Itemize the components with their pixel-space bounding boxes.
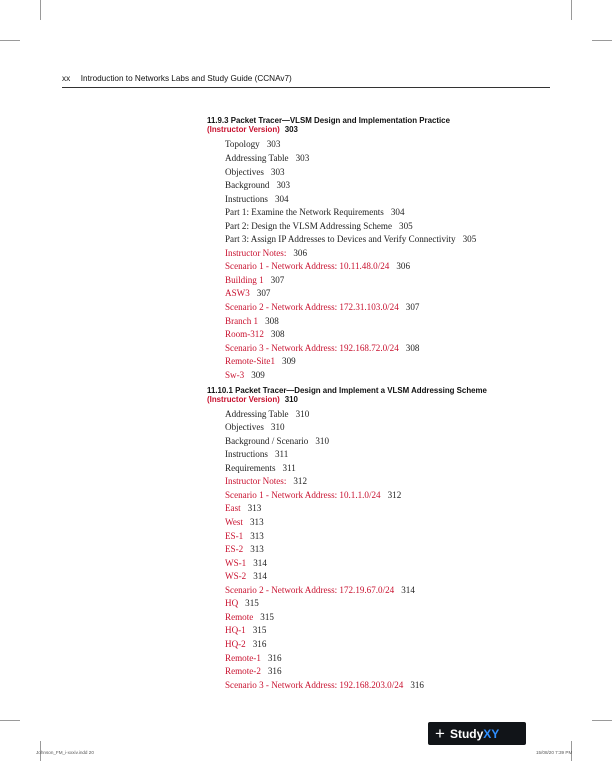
toc-entry-page: 307 <box>270 274 285 285</box>
toc-entry <box>207 543 537 557</box>
toc-entry-page: 315 <box>252 625 267 636</box>
toc-entry <box>207 502 537 516</box>
toc-entry-label: WS-2 <box>225 571 247 582</box>
crop-mark <box>592 720 612 721</box>
toc-entry-page: 308 <box>270 329 285 340</box>
toc-entry-page: 314 <box>401 584 415 595</box>
toc-entry <box>207 462 537 476</box>
toc-entry-label: Background / Scenario <box>225 435 309 446</box>
toc-entry-page: 310 <box>295 408 310 419</box>
toc-entry-page: 313 <box>247 503 262 514</box>
toc-entry-page: 303 <box>266 139 281 150</box>
toc-entry-label: Instructions <box>225 449 268 460</box>
section-title-text: 11.9.3 Packet Tracer—VLSM Design and Implementation Practice <box>207 116 450 125</box>
toc-entry-page: 307 <box>405 301 420 312</box>
crop-mark <box>571 0 572 20</box>
toc-entry-label: Room-312 <box>225 329 264 340</box>
toc-entry <box>207 475 537 489</box>
toc-entry-page: 316 <box>267 652 282 663</box>
toc-entry-page: 316 <box>267 666 282 677</box>
toc-entry-label: Requirements <box>225 462 276 473</box>
toc-entry <box>207 435 537 449</box>
instructor-version-label: (Instructor Version) <box>207 395 280 405</box>
toc-entry <box>207 274 537 288</box>
toc-entry-label: HQ-1 <box>225 625 246 636</box>
crop-mark <box>592 40 612 41</box>
toc-entry-label: Scenario 1 - Network Address: 10.1.1.0/24 <box>225 489 381 500</box>
toc-entry-page: 312 <box>293 476 308 487</box>
footer-timestamp: 15/08/20 7:39 PM <box>536 750 573 755</box>
running-header <box>62 74 550 83</box>
toc-entry-page: 306 <box>293 247 308 258</box>
toc-entry <box>207 638 537 652</box>
toc-entry <box>207 489 537 503</box>
toc-entry-label: Sw-3 <box>225 369 245 380</box>
toc-entry-label: Addressing Table <box>225 408 289 419</box>
toc-entry <box>207 220 537 234</box>
toc-entry-page: 307 <box>256 288 271 299</box>
toc-entry-page: 305 <box>462 234 477 245</box>
crop-mark <box>0 720 20 721</box>
toc-entry-page: 303 <box>270 166 285 177</box>
instructor-version-label: (Instructor Version) <box>207 125 280 135</box>
toc-entry-label: Branch 1 <box>225 315 259 326</box>
logo-xy-text: XY <box>483 726 500 741</box>
table-of-contents <box>207 116 537 692</box>
toc-entry-page: 314 <box>253 557 267 568</box>
toc-entry-label: Scenario 1 - Network Address: 10.11.48.0/24 <box>225 261 390 272</box>
toc-entry-page: 313 <box>250 544 264 555</box>
toc-entry <box>207 448 537 462</box>
toc-entry-page: 310 <box>270 422 285 433</box>
toc-entry-label: Instructor Notes: <box>225 476 287 487</box>
toc-entry-label: Remote-2 <box>225 666 261 677</box>
toc-entry <box>207 166 537 180</box>
toc-entry <box>207 584 537 598</box>
toc-entry-label: Instructions <box>225 193 268 204</box>
section-title <box>207 386 537 404</box>
toc-entry-label: Instructor Notes: <box>225 247 287 258</box>
toc-entry-page: 315 <box>260 611 274 622</box>
toc-entry <box>207 597 537 611</box>
toc-entry-label: Background <box>225 180 270 191</box>
toc-entry <box>207 408 537 422</box>
toc-entry-label: Part 1: Examine the Network Requirements <box>225 207 384 218</box>
toc-entry-label: Part 2: Design the VLSM Addressing Scheme <box>225 220 393 231</box>
toc-entry <box>207 247 537 261</box>
toc-entry <box>207 611 537 625</box>
toc-entry-page: 310 <box>315 435 329 446</box>
crop-mark <box>40 0 41 20</box>
toc-entry-label: Scenario 3 - Network Address: 192.168.72.0/24 <box>225 342 399 353</box>
toc-entry <box>207 260 537 274</box>
toc-entry-label: HQ <box>225 598 239 609</box>
toc-entry <box>207 328 537 342</box>
section-title-text: 11.10.1 Packet Tracer—Design and Implement a VLSM Addressing Scheme <box>207 386 487 396</box>
toc-entry <box>207 679 537 693</box>
toc-entry <box>207 179 537 193</box>
toc-entry-page: 305 <box>399 220 413 231</box>
toc-entry-page: 309 <box>251 369 265 380</box>
toc-entry-page: 303 <box>295 152 310 163</box>
toc-entry-page: 311 <box>274 449 289 460</box>
header-page-number: xx <box>62 74 71 83</box>
toc-entry <box>207 355 537 369</box>
toc-entry-label: Part 3: Assign IP Addresses to Devices and Verify Connectivity <box>225 234 456 245</box>
toc-entry-label: Objectives <box>225 166 264 177</box>
crop-mark <box>0 40 20 41</box>
toc-entry <box>207 652 537 666</box>
section-page-number: 303 <box>284 125 298 135</box>
plus-icon: + <box>435 723 445 743</box>
header-rule <box>62 87 550 88</box>
toc-entry <box>207 301 537 315</box>
toc-entry-label: Addressing Table <box>225 152 289 163</box>
toc-entry-label: ASW3 <box>225 288 250 299</box>
section-title <box>207 116 537 134</box>
toc-entry-page: 308 <box>265 315 279 326</box>
toc-entry <box>207 516 537 530</box>
toc-entry-label: Building 1 <box>225 274 264 285</box>
toc-entry <box>207 570 537 584</box>
toc-entry-page: 303 <box>276 180 291 191</box>
section-page-number: 310 <box>284 395 298 405</box>
toc-entry <box>207 138 537 152</box>
toc-entry <box>207 193 537 207</box>
toc-entry-page: 312 <box>387 489 402 500</box>
toc-entry-page: 304 <box>274 193 289 204</box>
toc-entry-page: 313 <box>250 530 264 541</box>
toc-entry <box>207 369 537 383</box>
toc-entry-page: 316 <box>410 679 424 690</box>
toc-entry-label: ES-2 <box>225 544 244 555</box>
toc-entry-page: 314 <box>253 571 267 582</box>
studyxy-logo <box>428 722 526 745</box>
toc-entry <box>207 315 537 329</box>
toc-entry <box>207 557 537 571</box>
toc-entry-page: 309 <box>282 356 296 367</box>
toc-entry-label: Scenario 3 - Network Address: 192.168.203.0/24 <box>225 679 404 690</box>
footer-file-info: Johnson_FM_i-xxxiv.indd 20 <box>36 750 94 755</box>
toc-entry <box>207 233 537 247</box>
toc-entry-page: 315 <box>245 598 259 609</box>
toc-entry-page: 304 <box>390 207 405 218</box>
toc-entry-label: Remote-1 <box>225 652 261 663</box>
toc-entry-page: 311 <box>282 462 296 473</box>
header-book-title: Introduction to Networks Labs and Study Guide (CCNAv7) <box>80 74 292 83</box>
toc-entry-label: Remote-Site1 <box>225 356 276 367</box>
toc-entry-label: WS-1 <box>225 557 247 568</box>
toc-entry-label: Scenario 2 - Network Address: 172.19.67.0/24 <box>225 584 395 595</box>
toc-entry <box>207 342 537 356</box>
toc-entry-label: ES-1 <box>225 530 244 541</box>
toc-entry <box>207 206 537 220</box>
toc-entry <box>207 152 537 166</box>
toc-entry-label: Objectives <box>225 422 264 433</box>
toc-entry-page: 313 <box>249 517 264 528</box>
toc-entry <box>207 287 537 301</box>
toc-entry <box>207 624 537 638</box>
toc-entry <box>207 421 537 435</box>
toc-entry-page: 306 <box>396 261 410 272</box>
toc-entry-page: 308 <box>405 342 420 353</box>
logo-study-text: Study <box>449 726 484 741</box>
toc-entry-label: Remote <box>225 611 254 622</box>
toc-entry-label: East <box>225 503 241 514</box>
toc-entry <box>207 530 537 544</box>
toc-entry-label: HQ-2 <box>225 638 246 649</box>
toc-entry-label: Scenario 2 - Network Address: 172.31.103.0/24 <box>225 301 399 312</box>
toc-entry-page: 316 <box>252 638 267 649</box>
toc-entry <box>207 665 537 679</box>
toc-entry-label: West <box>225 517 243 528</box>
toc-entry-label: Topology <box>225 139 260 150</box>
